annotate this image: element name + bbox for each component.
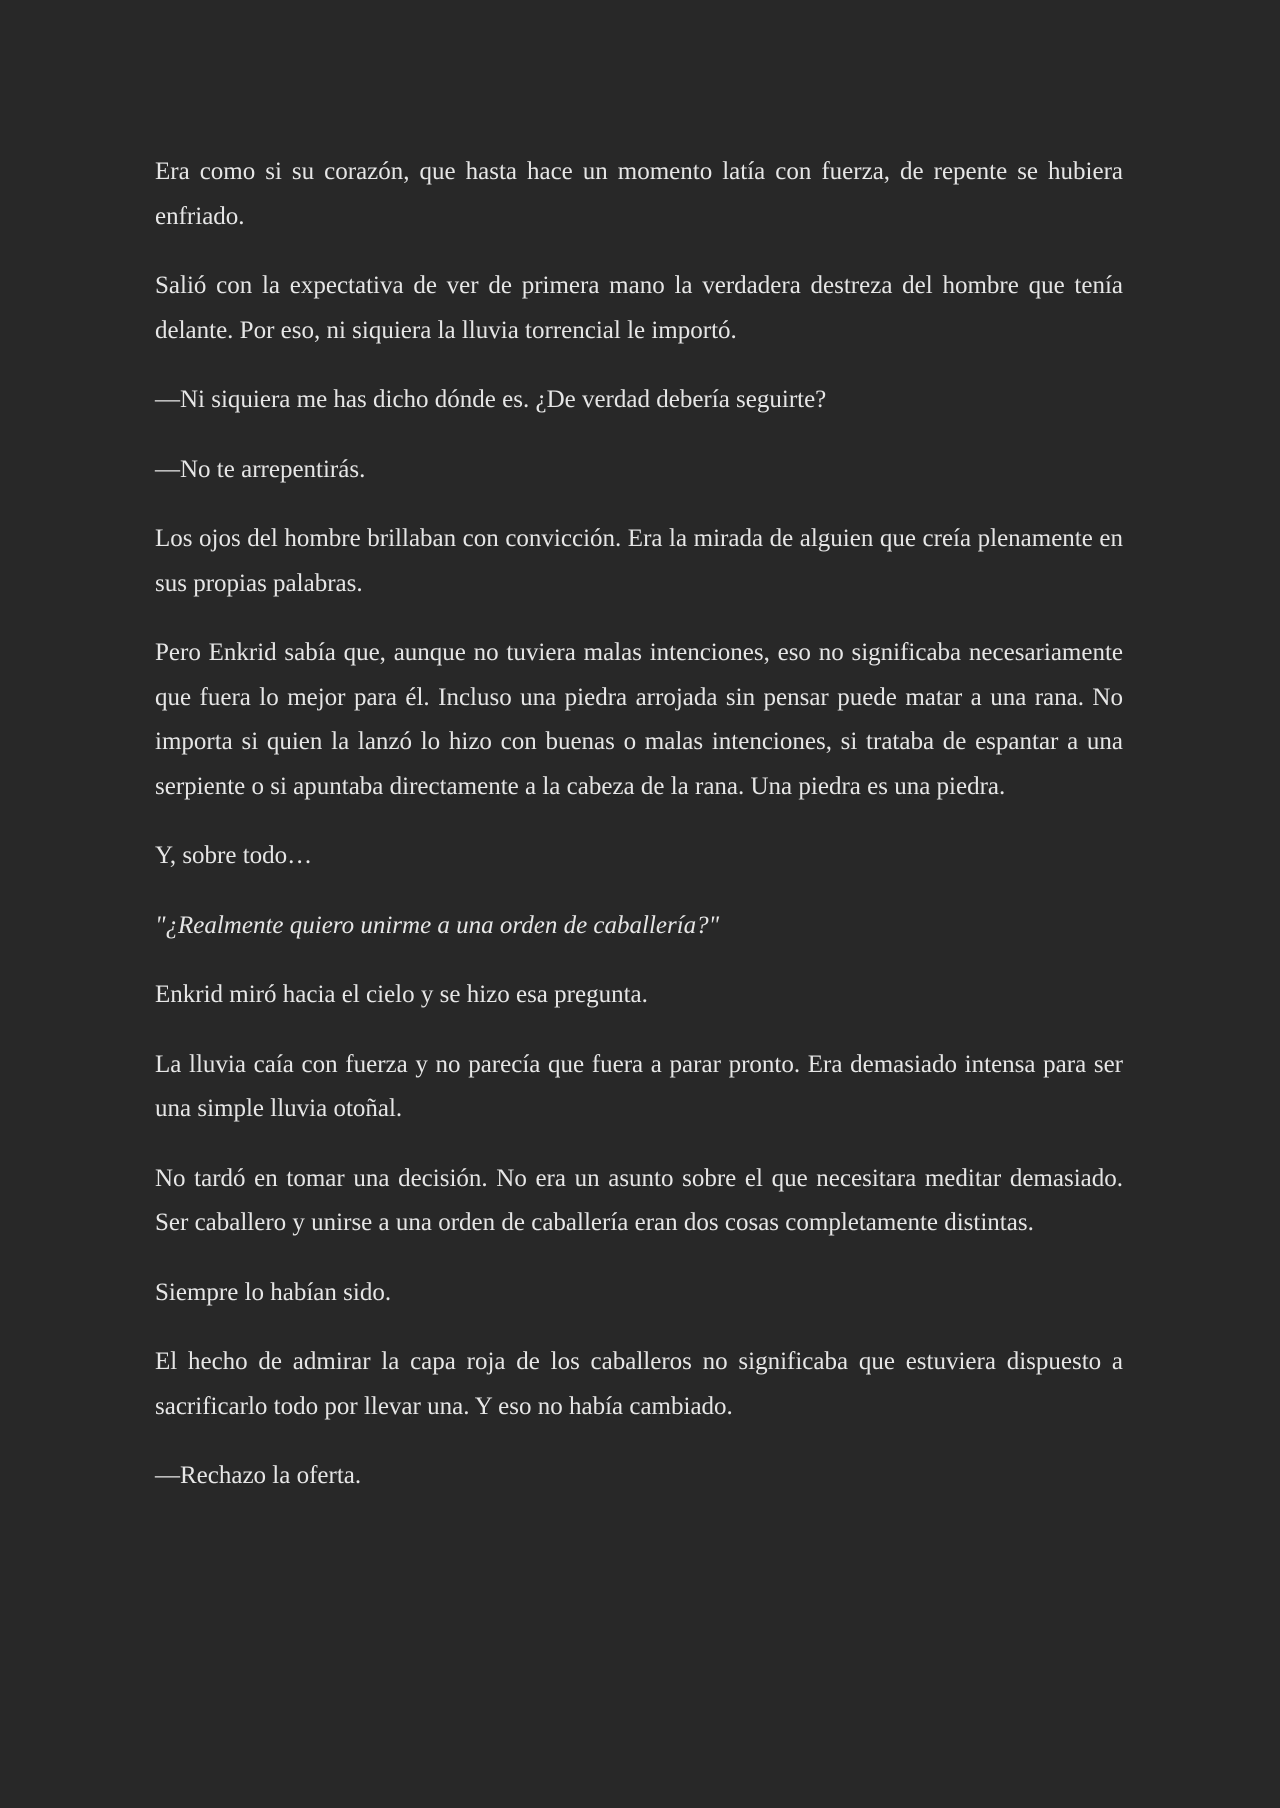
- paragraph-12: Siempre lo habían sido.: [155, 1278, 392, 1306]
- paragraph-6: Pero Enkrid sabía que, aunque no tuviera malas intenciones, eso no significaba necesariamente que fuera lo mejor para él. Incluso una piedra arrojada sin pensar puede matar a una rana. No importa si quien la lanzó lo hizo con buenas o malas intenciones, si trataba de espantar a una serpiente o si apuntaba directamente a la cabeza de la rana. Una piedra es una piedra.: [155, 639, 1123, 800]
- dialogue-line-1: —Ni siquiera me has dicho dónde es. ¿De verdad debería seguirte?: [155, 386, 827, 413]
- paragraph-5: Los ojos del hombre brillaban con convicción. Era la mirada de alguien que creía plenamente en sus propias palabras.: [155, 525, 1123, 597]
- paragraph-11: No tardó en tomar una decisión. No era un asunto sobre el que necesitara meditar demasiado. Ser caballero y unirse a una orden de caballería eran dos cosas completamente distintas.: [155, 1164, 1123, 1236]
- paragraph-2: Salió con la expectativa de ver de primera mano la verdadera destreza del hombre que tenía delante. Por eso, ni siquiera la lluvia torrencial le importó.: [155, 272, 1123, 344]
- reading-page: [155, 150, 1123, 1524]
- inner-thought: "¿Realmente quiero unirme a una orden de caballería?": [155, 911, 720, 939]
- paragraph-10: La lluvia caía con fuerza y no parecía que fuera a parar pronto. Era demasiado intensa para ser una simple lluvia otoñal.: [155, 1050, 1123, 1122]
- paragraph-7: Y, sobre todo…: [155, 842, 313, 869]
- dialogue-line-2: —No te arrepentirás.: [155, 455, 366, 483]
- paragraph-13: El hecho de admirar la capa roja de los caballeros no significaba que estuviera dispuesto a sacrificarlo todo por llevar una. Y eso no había cambiado.: [155, 1348, 1123, 1420]
- paragraph-9: Enkrid miró hacia el cielo y se hizo esa pregunta.: [155, 981, 648, 1008]
- paragraph-1: Era como si su corazón, que hasta hace un momento latía con fuerza, de repente se hubiera enfriado.: [155, 158, 1123, 230]
- dialogue-line-3: —Rechazo la oferta.: [155, 1462, 362, 1489]
